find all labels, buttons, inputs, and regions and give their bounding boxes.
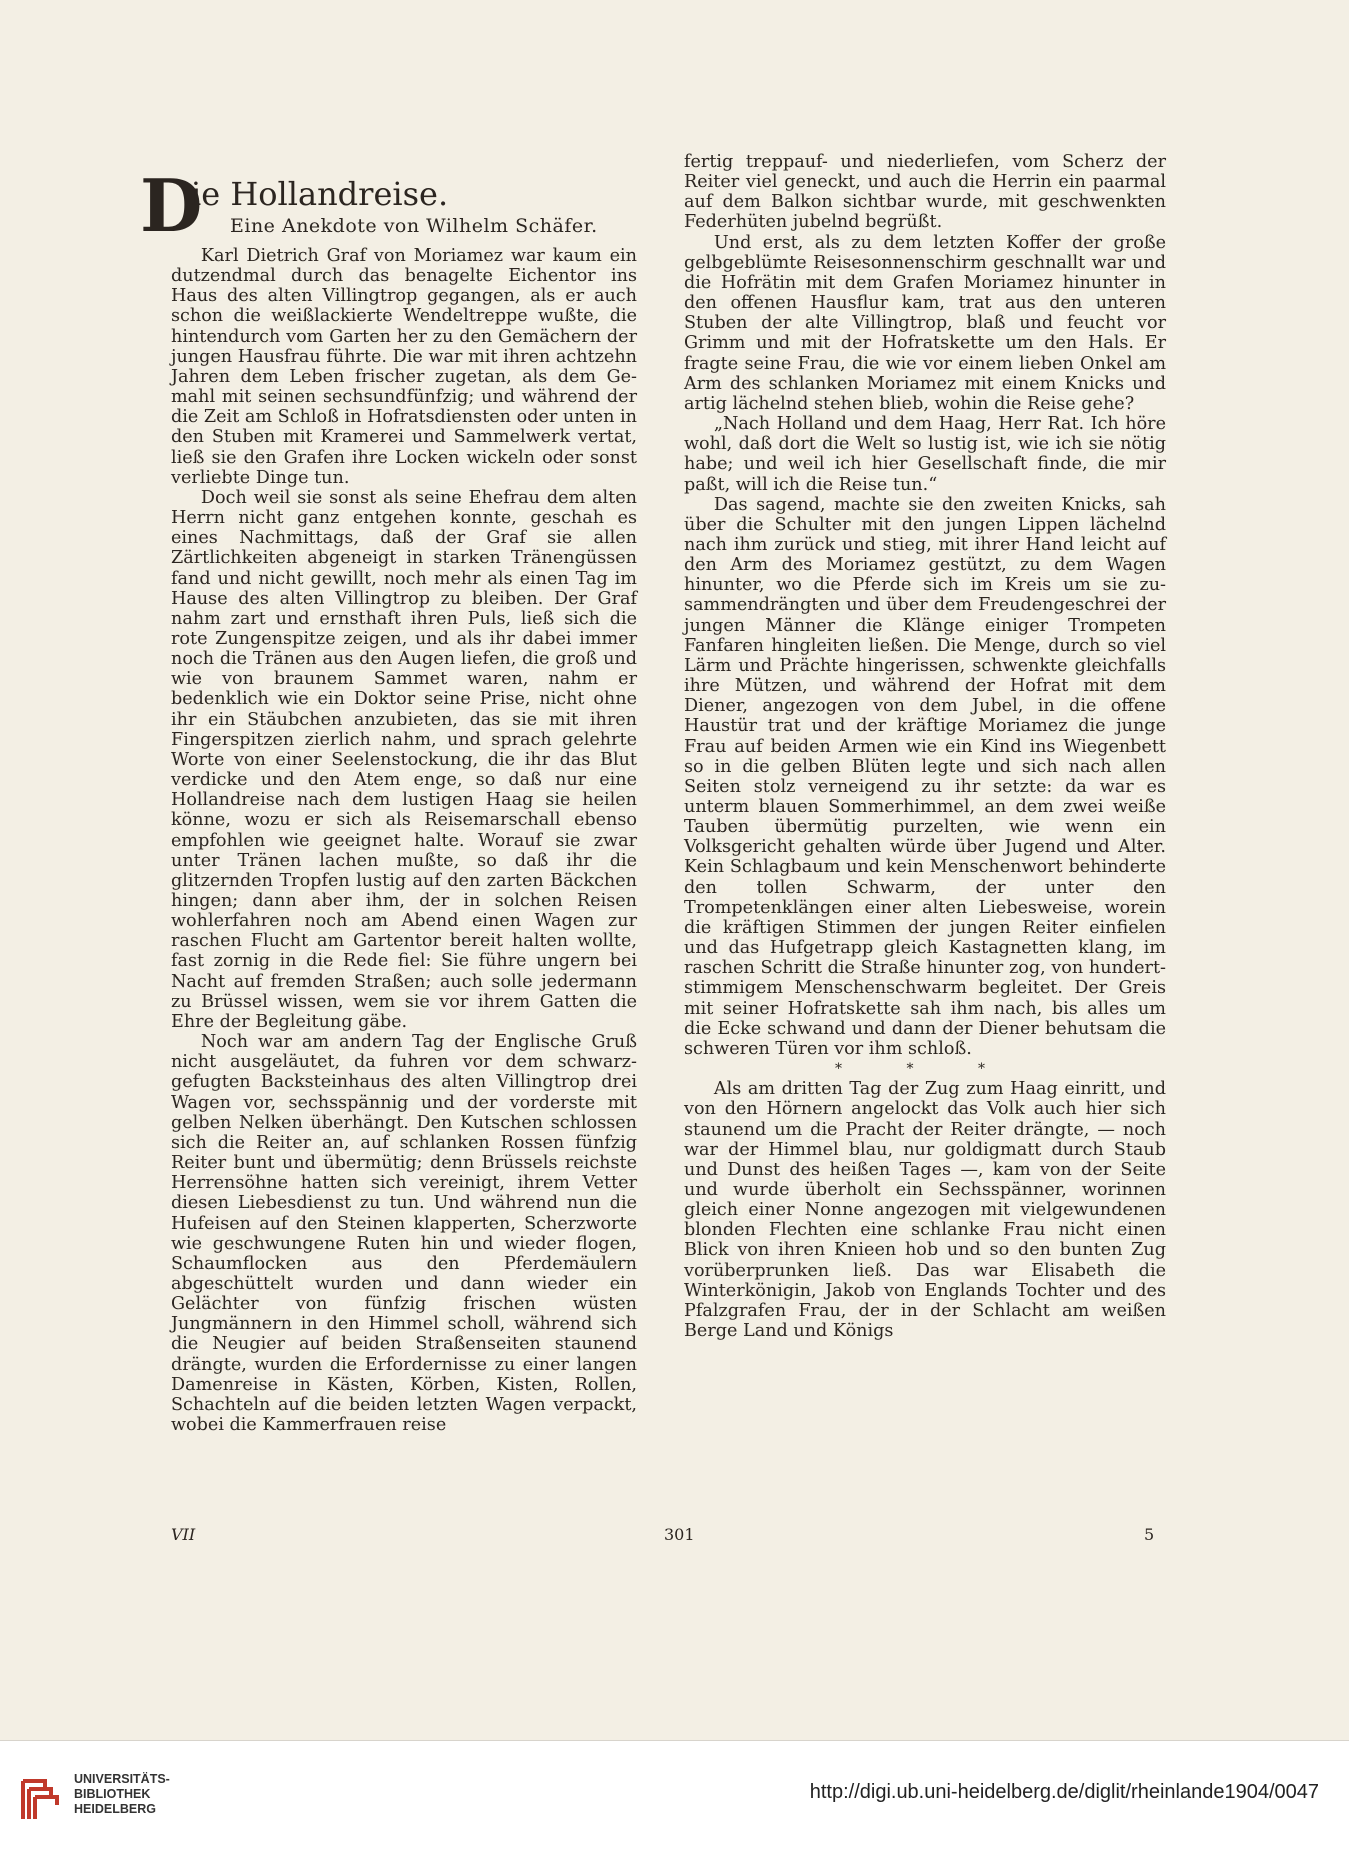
library-name-line: UNIVERSITÄTS-: [74, 1772, 170, 1786]
footer-volume: VII: [171, 1525, 196, 1544]
library-name: [74, 1772, 170, 1817]
section-separator: * * *: [835, 1061, 1015, 1078]
paragraph: Als am dritten Tag der Zug zum Haag einritt, und von den Hörnern angelockt das Volk auch hier sich staunend um die Pracht der Reiter drängte, — noch war der Himmel blau, nur goldigmatt durch Staub und Dunst des heißen Tages —, kam von der Seite und wurde überholt ein Sechsspänner, worinnen gleich einer Nonne angezogen mit vielgewundenen blonden Flechten eine schlanke Frau nicht einen Blick von ihren Knieen hob und so den bunten Zug vorüberprunken ließ. Das war Elisabeth die Winterkönigin, Jakob von Englands Tochter und des Pfalzgrafen Frau, der in der Schlacht am weißen Berge Land und Königs: [684, 1079, 1166, 1342]
paragraph: Doch weil sie sonst als seine Ehefrau dem alten Herrn nicht ganz entgehen konnte, geschah es eines Nachmittags, daß der Graf sie allen Zärtlichkeiten abgeneigt in starken Tränengüssen fand und nicht gewillt, noch mehr als einen Tag im Hause des alten Villingtrop zu bleiben. Der Graf nahm zart und ernsthaft ihren Puls, ließ sich die rote Zungenspitze zeigen, und als ihr dabei immer noch die Tränen aus den Augen liefen, die groß und wie von braunem Sammet waren, nahm er bedenklich wie ein Doktor seine Prise, nicht ohne ihr ein Stäubchen anzubieten, das sie mit ihren Fingerspitzen zierlich nahm, und sprach gelehrte Worte von einer Seelenstockung, die ihr das Blut verdicke und den Atem enge, so daß nur eine Hollandreise nach dem lustigen Haag sie heilen könne, wozu er sich als Reisemarschall ebenso empfohlen wie geeignet halte. Worauf sie zwar unter Tränen lachen mußte, so daß ihr die glitzernden Tropfen lustig auf den zarten Bäckchen hingen; dann aber ihm, der in solchen Reisen wohlerfahren noch am Abend einen Wagen zur raschen Flucht am Gartentor bereit halten wollte, fast zornig in die Rede fiel: Sie führe ungern bei Nacht auf fremden Straßen; auch solle jedermann zu Brüssel wissen, wem sie vor ihrem Gatten die Ehre der Begleitung gäbe.: [171, 487, 637, 1032]
paragraph: „Nach Holland und dem Haag, Herr Rat. Ich höre wohl, daß dort die Welt so lustig ist, wie ich sie nötig habe; und weil ich hier Gesellschaft finde, die mir paßt, will ich die Reise tun.“: [684, 414, 1166, 495]
footer-page-number: 301: [664, 1525, 695, 1544]
paragraph: Karl Dietrich Graf von Moriamez war kaum ein dutzendmal durch das benagelte Eichentor ins Haus des alten Villingtrop gegangen, als er auch schon die weißlackierte Wendeltreppe wußte, die hintendurch vom Garten her zu den Gemächern der jungen Hausfrau führte. Die war mit ihren achtzehn Jahren dem Leben frischer zugetan, als dem Gemahl mit seinen sechsundfünfzig; und während der die Zeit am Schloß in Hofratsdiensten oder unten in den Stuben mit Kramerei und Sammelwerk vertat, ließ sie den Grafen ihre Locken wickeln oder sonst verliebte Dinge tun.: [171, 246, 637, 488]
library-logo-icon[interactable]: [15, 1769, 75, 1829]
dropcap-letter: D: [140, 163, 203, 248]
paragraph: fertig treppauf- und niederliefen, vom Scherz der Reiter viel geneckt, und auch die Herrin ein paarmal auf dem Balkon sichtbar wurde, mit geschwenkten Federhüten jubelnd begrüßt.: [684, 152, 1166, 233]
paragraph: Noch war am andern Tag der Englische Gruß nicht ausgeläutet, da fuhren vor dem schwarzgefugten Backsteinhaus des alten Villingtrop drei Wagen vor, sechsspännig und der vorderste mit gelben Nelken überhängt. Den Kutschen schlossen sich die Reiter an, auf schlanken Rossen fünfzig Reiter bunt und übermütig; denn Brüssels reichste Herrensöhne hatten sich vereinigt, ihrem Vetter diesen Liebesdienst zu tun. Und während nun die Hufeisen auf den Steinen klapperten, Scherzworte wie geschwungene Ruten hin und wieder flogen, Schaumflocken aus den Pferdemäulern abgeschüttelt wurden und dann wieder ein Gelächter von fünfzig frischen wüsten Jungmännern in den Himmel scholl, während sich die Neugier auf beiden Straßenseiten staunend drängte, wurden die Erfordernisse zu einer langen Damenreise in Kästen, Körben, Kisten, Rollen, Schachteln auf die beiden letzten Wagen verpackt, wobei die Kammerfrauen reise: [171, 1032, 637, 1436]
paragraph: Und erst, als zu dem letzten Koffer der große gelbgeblümte Reisesonnenschirm geschnallt war und die Hofrätin mit dem Grafen Moriamez hinunter in den offenen Hausflur kam, trat aus den unteren Stuben der alte Villingtrop, blaß und feucht vor Grimm und mit der Hofratskette um den Hals. Er fragte seine Frau, die wie vor einem lieben Onkel am Arm des schlanken Moriamez mit einem Knicks und artig lächelnd stehen blieb, wohin die Reise gehe?: [684, 232, 1166, 414]
library-name-line: HEIDELBERG: [74, 1802, 156, 1816]
library-name-line: BIBLIOTHEK: [74, 1787, 151, 1801]
library-footer-band: [0, 1740, 1349, 1853]
article-title: ie Hollandreise.: [191, 175, 449, 213]
left-column: [171, 246, 637, 1435]
paragraph: Das sagend, machte sie den zweiten Knicks, sah über die Schulter mit den jungen Lippen lächelnd nach ihm zurück und stieg, mit ihrer Hand leicht auf den Arm des Moriamez gestützt, zu dem Wagen hinunter, wo die Pferde sich im Kreis um sie zusammendrängten und über dem Freudengeschrei der jungen Männer die Klänge einiger Trompeten Fanfaren hingleiten ließen. Die Menge, durch so viel Lärm und Prächte hingerissen, schwenkte gleichfalls ihre Mützen, und während der Hofrat mit dem Diener, angezogen von dem Jubel, in die offene Haustür trat und der kräftige Moriamez die junge Frau auf beiden Armen wie ein Kind ins Wiegenbett so in die gelben Blüten legte und sich nach allen Seiten stolz verneigend zu ihr setzte: da war es unterm blauen Sommerhimmel, an dem zwei weiße Tauben übermütig purzelten, wie wenn ein Volksgericht gehalten würde über Jugend und Alter. Kein Schlagbaum und kein Menschenwort behinderte den tollen Schwarm, der unter den Trompetenklängen einer alten Liebesweise, worein die kräftigen Stimmen der jungen Reiter einfielen und das Hufgetrapp gleich Kastagnetten klang, im raschen Schritt die Straße hinunter zog, von hundertstimmigem Menschenschwarm begleitet. Der Greis mit seiner Hofratskette sah ihm nach, bis alles um die Ecke schwand und dann der Diener behutsam die schweren Türen vor ihm schloß.: [684, 494, 1166, 1059]
article-subtitle: Eine Anekdote von Wilhelm Schäfer.: [230, 215, 598, 237]
right-column: [684, 152, 1166, 1341]
article-title-block: [140, 163, 640, 250]
footer-signature: 5: [1144, 1525, 1155, 1544]
source-url-link[interactable]: http://digi.ub.uni-heidelberg.de/diglit/rheinlande1904/0047: [809, 1781, 1319, 1803]
